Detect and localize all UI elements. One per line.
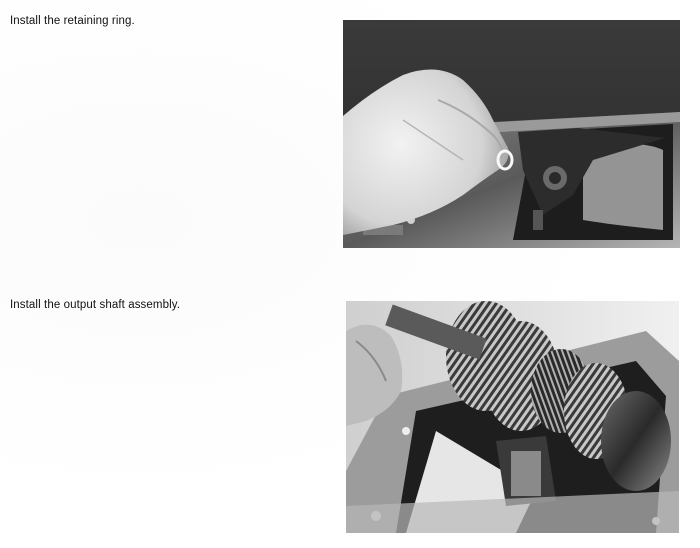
output-shaft-photo-image — [346, 301, 679, 533]
retaining-ring-photo — [343, 20, 680, 248]
output-shaft-photo — [346, 301, 679, 533]
retaining-ring-photo-image — [343, 20, 680, 248]
step-1-caption: Install the retaining ring. — [10, 15, 135, 27]
step-2-caption: Install the output shaft assembly. — [10, 299, 181, 311]
